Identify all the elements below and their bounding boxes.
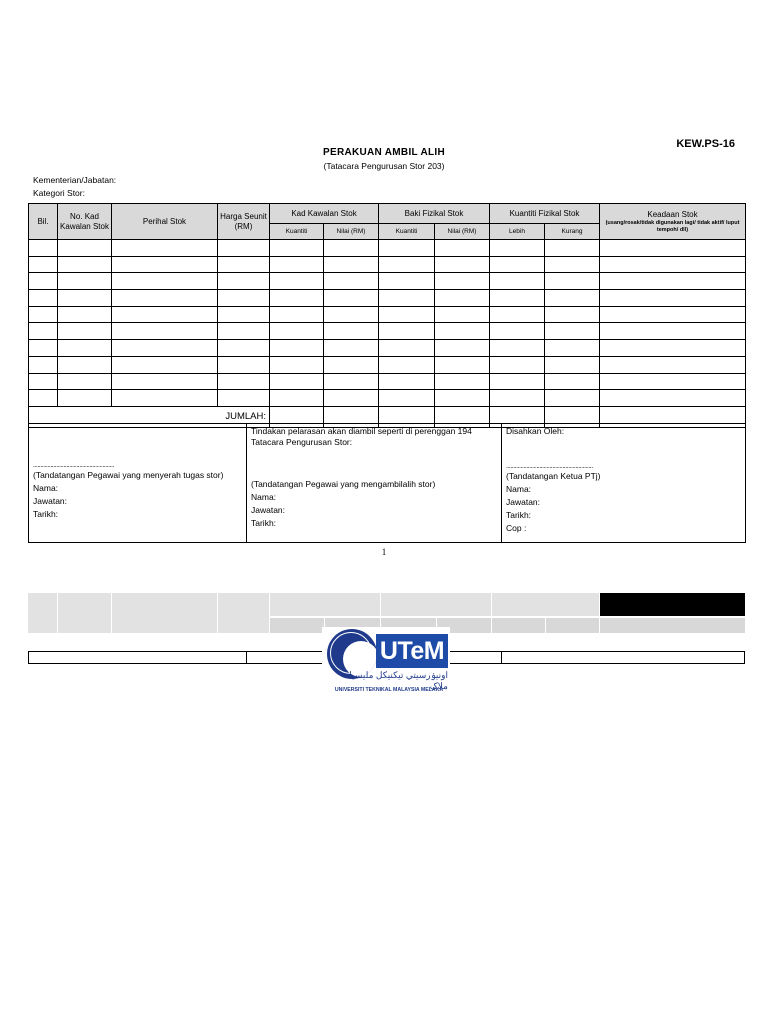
table-row: [29, 390, 746, 407]
table-cell[interactable]: [29, 373, 58, 390]
table-cell[interactable]: [29, 340, 58, 357]
signature-box-handover: [29, 424, 247, 543]
group-kuantiti-fizikal: Kuantiti Fizikal Stok: [490, 204, 600, 224]
col-bil: Bil.: [29, 204, 58, 240]
table-cell[interactable]: [324, 256, 379, 273]
table-cell[interactable]: [218, 273, 270, 290]
table-cell[interactable]: [545, 323, 600, 340]
group-kad-kawalan: Kad Kawalan Stok: [270, 204, 379, 224]
signature-box-approval: [502, 424, 746, 543]
table-cell[interactable]: [29, 290, 58, 307]
nama-label: Nama:: [251, 492, 277, 502]
table-cell[interactable]: [112, 240, 218, 257]
table-cell[interactable]: [324, 290, 379, 307]
table-cell[interactable]: [324, 373, 379, 390]
kategori-label: Kategori Stor:: [33, 188, 85, 198]
table-cell[interactable]: [435, 273, 490, 290]
table-cell[interactable]: [324, 240, 379, 257]
table-row: [29, 356, 746, 373]
col-no-kad: No. Kad Kawalan Stok: [58, 204, 112, 240]
table-cell[interactable]: [270, 340, 324, 357]
table-cell[interactable]: [490, 340, 545, 357]
table-cell[interactable]: [218, 256, 270, 273]
table-cell[interactable]: [490, 390, 545, 407]
table-cell[interactable]: [545, 373, 600, 390]
table-row: [29, 256, 746, 273]
table-cell[interactable]: [29, 323, 58, 340]
table-cell[interactable]: [58, 323, 112, 340]
table-cell[interactable]: [270, 290, 324, 307]
table-cell[interactable]: [545, 240, 600, 257]
jawatan-label: Jawatan:: [251, 505, 286, 515]
table-cell[interactable]: [112, 290, 218, 307]
group-baki-fizikal: Baki Fizikal Stok: [379, 204, 490, 224]
table-cell[interactable]: [545, 340, 600, 357]
col-perihal: Perihal Stok: [112, 204, 218, 240]
table-cell[interactable]: [490, 356, 545, 373]
table-cell[interactable]: [218, 373, 270, 390]
table-cell[interactable]: [270, 356, 324, 373]
table-cell[interactable]: [490, 256, 545, 273]
table-cell[interactable]: [435, 340, 490, 357]
table-row: [29, 373, 746, 390]
col-keadaan-note: (usang/rosak/tidak digunakan lagi/ tidak aktif/ luput tempoh/ dll): [605, 220, 740, 233]
table-cell[interactable]: [490, 373, 545, 390]
table-cell[interactable]: [600, 390, 746, 407]
table-cell[interactable]: [58, 256, 112, 273]
table-cell[interactable]: [270, 306, 324, 323]
table-cell[interactable]: [545, 306, 600, 323]
table-cell[interactable]: [270, 323, 324, 340]
sub-kuantiti: Kuantiti: [270, 224, 324, 240]
signature-caption: (Tandatangan Pegawai yang mengambilalih stor): [251, 479, 436, 489]
col-harga-unit: (RM): [234, 221, 253, 231]
table-cell[interactable]: [324, 340, 379, 357]
table-cell[interactable]: [490, 240, 545, 257]
adjustment-note: Tindakan pelarasan akan diambil seperti di perenggan 194 Tatacara Pengurusan Stor:: [251, 426, 472, 447]
table-cell[interactable]: [218, 340, 270, 357]
table-cell[interactable]: [29, 256, 58, 273]
jawatan-label: Jawatan:: [33, 496, 68, 506]
table-cell[interactable]: [58, 340, 112, 357]
table-cell[interactable]: [324, 356, 379, 373]
col-harga-label: Harga Seunit: [220, 211, 267, 221]
table-cell[interactable]: [58, 273, 112, 290]
table-cell[interactable]: [58, 240, 112, 257]
table-cell[interactable]: [490, 290, 545, 307]
table-cell[interactable]: [270, 240, 324, 257]
table-cell[interactable]: [379, 373, 435, 390]
table-cell[interactable]: [600, 373, 746, 390]
table-cell[interactable]: [112, 390, 218, 407]
logo-jawi-text: اونيۏرسيتي تيکنيکل مليسيا ملاک: [349, 670, 448, 691]
table-cell[interactable]: [435, 356, 490, 373]
table-cell[interactable]: [379, 356, 435, 373]
table-cell[interactable]: [270, 390, 324, 407]
table-cell[interactable]: [270, 373, 324, 390]
table-row: [29, 340, 746, 357]
table-cell[interactable]: [270, 256, 324, 273]
form-subtitle: (Tatacara Pengurusan Stor 203): [323, 161, 445, 171]
logo-university-name: UNIVERSITI TEKNIKAL MALAYSIA MELAKA: [334, 687, 444, 693]
signature-line[interactable]: ........................................................: [33, 462, 114, 469]
table-cell[interactable]: [435, 290, 490, 307]
sub-lebih: Lebih: [490, 224, 545, 240]
table-cell[interactable]: [112, 256, 218, 273]
kementerian-label: Kementerian/Jabatan:: [33, 175, 117, 185]
table-cell[interactable]: [29, 356, 58, 373]
table-cell[interactable]: [545, 273, 600, 290]
table-cell[interactable]: [379, 273, 435, 290]
table-cell[interactable]: [58, 290, 112, 307]
table-cell[interactable]: [324, 306, 379, 323]
table-body: [29, 240, 746, 407]
table-cell[interactable]: [379, 390, 435, 407]
nama-label: Nama:: [506, 484, 532, 494]
table-cell[interactable]: [600, 356, 746, 373]
table-cell[interactable]: [600, 306, 746, 323]
table-cell[interactable]: [600, 340, 746, 357]
table-cell[interactable]: [379, 240, 435, 257]
table-cell[interactable]: [29, 390, 58, 407]
table-cell[interactable]: [600, 256, 746, 273]
table-cell[interactable]: [379, 306, 435, 323]
table-cell[interactable]: [379, 340, 435, 357]
table-cell[interactable]: [218, 290, 270, 307]
table-cell[interactable]: [218, 240, 270, 257]
table-row: [29, 240, 746, 257]
table-cell[interactable]: [58, 356, 112, 373]
table-cell[interactable]: [600, 323, 746, 340]
table-cell[interactable]: [29, 240, 58, 257]
table-cell[interactable]: [29, 273, 58, 290]
logo-wordmark: UTeM: [376, 634, 448, 668]
table-cell[interactable]: [112, 273, 218, 290]
sub-kuantiti: Kuantiti: [379, 224, 435, 240]
table-cell[interactable]: [545, 390, 600, 407]
tarikh-label: Tarikh:: [33, 509, 59, 519]
table-cell[interactable]: [58, 373, 112, 390]
table-cell[interactable]: [270, 273, 324, 290]
table-row: [29, 323, 746, 340]
form-code: KEW.PS-16: [676, 138, 735, 150]
table-cell[interactable]: [112, 340, 218, 357]
table-cell[interactable]: [218, 306, 270, 323]
sub-nilai: Nilai (RM): [324, 224, 379, 240]
table-cell[interactable]: [490, 306, 545, 323]
page-number: 1: [381, 547, 387, 557]
signature-line[interactable]: ............................................................: [506, 463, 593, 470]
col-keadaan: [600, 204, 746, 240]
jumlah-label: JUMLAH:: [29, 406, 270, 427]
table-cell[interactable]: [435, 306, 490, 323]
table-cell[interactable]: [324, 390, 379, 407]
col-harga: [218, 204, 270, 240]
table-cell[interactable]: [490, 323, 545, 340]
table-cell[interactable]: [435, 323, 490, 340]
signature-box-takeover: [247, 424, 502, 543]
approval-label: Disahkan Oleh:: [506, 426, 565, 436]
table-cell[interactable]: [490, 273, 545, 290]
stock-table: [28, 203, 746, 428]
table-cell[interactable]: [600, 273, 746, 290]
table-row: [29, 306, 746, 323]
table-cell[interactable]: [58, 306, 112, 323]
form-title: PERAKUAN AMBIL ALIH: [323, 147, 445, 158]
utem-logo: [322, 627, 450, 697]
signature-table: [28, 423, 746, 543]
table-cell[interactable]: [324, 273, 379, 290]
table-cell[interactable]: [112, 356, 218, 373]
table-cell[interactable]: [112, 323, 218, 340]
table-row: [29, 290, 746, 307]
cop-label: Cop :: [506, 523, 527, 533]
table-cell[interactable]: [218, 323, 270, 340]
tarikh-label: Tarikh:: [251, 518, 277, 528]
table-cell[interactable]: [379, 290, 435, 307]
table-cell[interactable]: [218, 390, 270, 407]
table-cell[interactable]: [58, 390, 112, 407]
jawatan-label: Jawatan:: [506, 497, 541, 507]
nama-label: Nama:: [33, 483, 59, 493]
table-cell[interactable]: [600, 290, 746, 307]
table-cell[interactable]: [545, 356, 600, 373]
table-cell[interactable]: [435, 390, 490, 407]
table-cell[interactable]: [545, 290, 600, 307]
tarikh-label: Tarikh:: [506, 510, 532, 520]
signature-caption: (Tandatangan Pegawai yang menyerah tugas stor): [33, 470, 224, 480]
table-cell[interactable]: [218, 356, 270, 373]
table-cell[interactable]: [435, 373, 490, 390]
table-cell[interactable]: [435, 240, 490, 257]
table-cell[interactable]: [545, 256, 600, 273]
table-cell[interactable]: [379, 256, 435, 273]
sub-kurang: Kurang: [545, 224, 600, 240]
table-cell[interactable]: [435, 256, 490, 273]
table-cell[interactable]: [112, 306, 218, 323]
table-cell[interactable]: [600, 240, 746, 257]
table-cell[interactable]: [379, 323, 435, 340]
table-row: [29, 273, 746, 290]
col-keadaan-label: Keadaan Stok: [647, 210, 698, 219]
sub-nilai: Nilai (RM): [435, 224, 490, 240]
table-cell[interactable]: [324, 323, 379, 340]
signature-caption: (Tandatangan Ketua PTj): [506, 471, 601, 481]
table-cell[interactable]: [112, 373, 218, 390]
table-cell[interactable]: [29, 306, 58, 323]
